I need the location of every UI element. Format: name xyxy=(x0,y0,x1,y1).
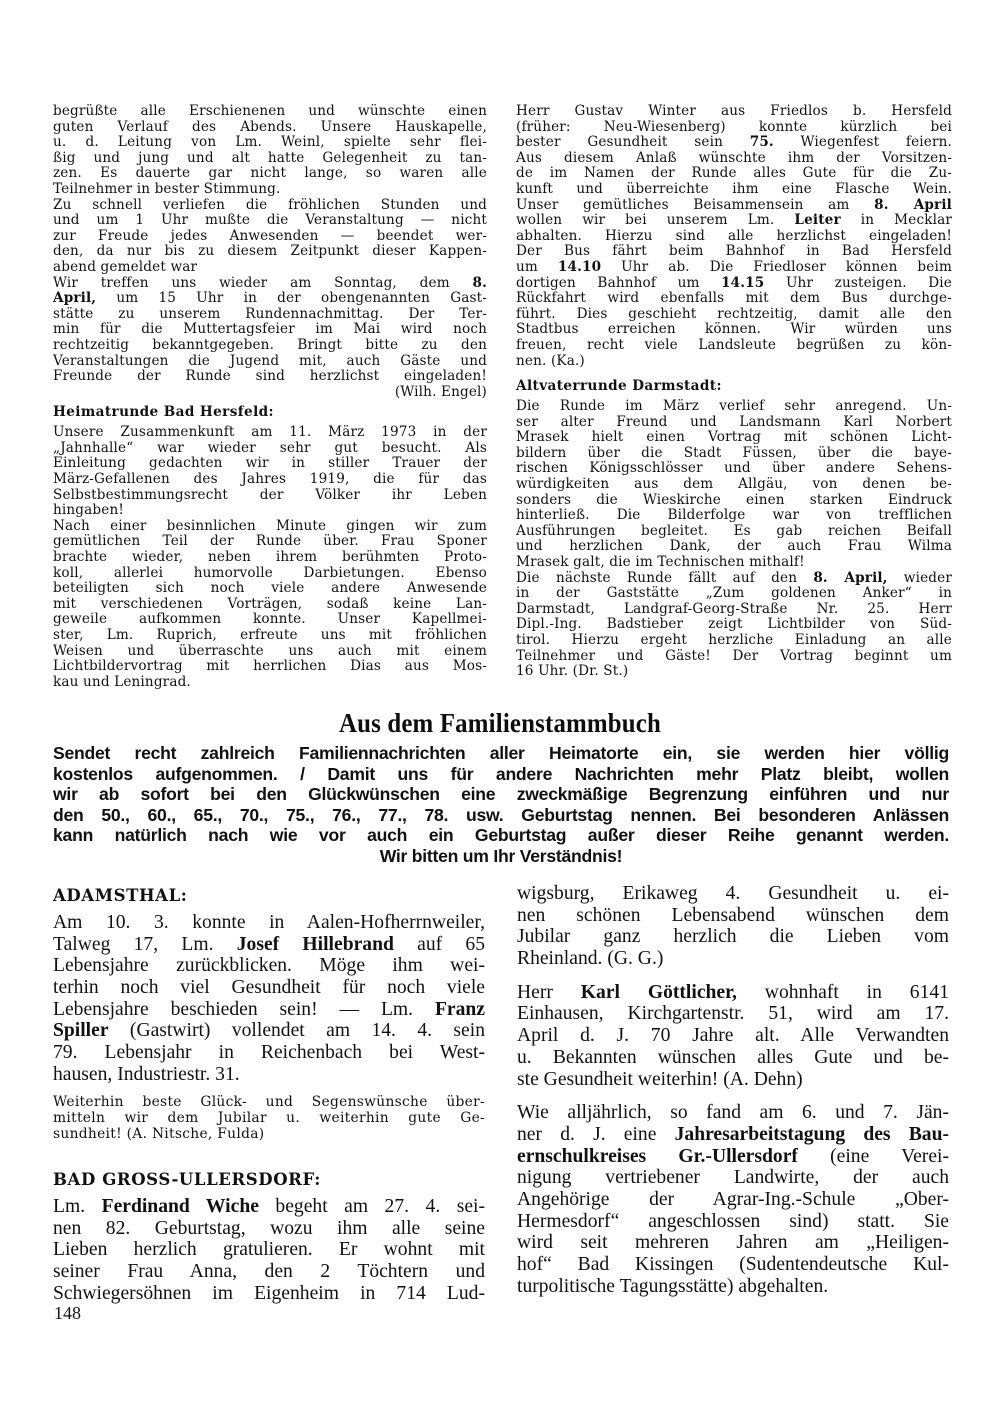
text-line: und um 1 Uhr mußte die Veranstaltung — nicht xyxy=(53,212,487,229)
text-line: Schwiegersöhnen im Eigenheim in 714 Lud- xyxy=(53,1282,485,1304)
text-line: Darmstadt, Landgraf-Georg-Straße Nr. 25. Herr xyxy=(516,600,952,617)
text-line: Rheinland. (G. G.) xyxy=(517,948,664,970)
text-line: u. d. Leitung von Lm. Weinl, spielte sehr flei- xyxy=(53,134,487,151)
bold-name: April, xyxy=(53,290,97,307)
bold-name: Josef Hillebrand xyxy=(236,933,394,955)
text-line: beteiligten sich noch viele andere Anwesende xyxy=(53,580,487,597)
text-line: Weiterhin beste Glück- und Segenswünsche über- xyxy=(53,1093,485,1110)
text-line: Herr Gustav Winter aus Friedlos b. Hersfeld xyxy=(516,103,952,119)
text-line: April, um 15 Uhr in der obengenannten Gast- xyxy=(53,290,487,307)
text-line: ser alter Freund und Landsmann Karl Norbert xyxy=(516,413,952,430)
paragraph-next-meeting xyxy=(53,276,487,401)
text-line: Die Runde im März verlief sehr anregend. Un- xyxy=(516,398,952,415)
lower-right-column xyxy=(517,883,949,1297)
text-line: stätte zu unserem Rundennachmittag. Der Ter- xyxy=(53,305,487,322)
text-line: hausen, Industriestr. 31. xyxy=(53,1063,240,1085)
paragraph-bad-hersfeld-1 xyxy=(53,425,487,519)
text-line: mit verschiedenen Vorträgen, sodaß keine Lan- xyxy=(53,595,487,612)
text-line: Angehörige der Agrar-Ing.-Schule „Ober- xyxy=(517,1188,949,1210)
text-line: Stadtbus erreichen können. Wir würden uns xyxy=(516,321,952,338)
spacer xyxy=(53,1142,485,1164)
text-line: Herr Karl Göttlicher, wohnhaft in 6141 xyxy=(517,981,949,1003)
text-line: ste Gesundheit weiterhin! (A. Dehn) xyxy=(517,1068,803,1090)
paragraph-karl-goettlicher xyxy=(517,982,949,1090)
text-line: terhin noch viel Gesundheit für noch viele xyxy=(53,977,485,999)
bold-name: 14.10 xyxy=(557,258,602,275)
paragraph-bad-gross-ullersdorf xyxy=(53,1196,485,1304)
text-line: turpolitische Tagungsstätte) abgehalten. xyxy=(517,1275,829,1297)
text-line: um 14.10 Uhr ab. Die Friedloser können beim xyxy=(516,258,952,275)
spacer xyxy=(517,970,949,982)
intro-line-closing: Wir bitten um Ihr Verständnis! xyxy=(379,845,623,866)
bold-name: 8. xyxy=(472,274,487,291)
text-line: Unsere Zusammenkunft am 11. März 1973 in der xyxy=(53,424,487,441)
paragraph-ludwigsburg-continued xyxy=(517,883,949,970)
text-line: Lm. Ferdinand Wiche begeht am 27. 4. sei- xyxy=(53,1196,486,1218)
lower-left-column xyxy=(53,880,485,1305)
section-title-familienstammbuch: Aus dem Familienstammbuch xyxy=(338,708,661,738)
paragraph-bad-hersfeld-2 xyxy=(53,519,487,691)
text-line: nen. (Ka.) xyxy=(516,352,585,369)
text-line: mitteln wir dem Jubilar u. weiterhin gute Ge- xyxy=(53,1109,485,1126)
text-line: in der Gaststätte „Zum goldenen Anker“ in xyxy=(516,585,952,602)
text-line: kau und Leningrad. xyxy=(53,673,191,690)
text-line: sundheit! (A. Nitsche, Fulda) xyxy=(53,1125,265,1142)
text-line: wird seit mehreren Jahren am „Heiligen- xyxy=(517,1232,949,1254)
text-line: ster, Lm. Ruprich, erfreute uns mit fröhlichen xyxy=(53,627,487,643)
text-line: wollen wir bei unserem Lm. Leiter in Mecklar xyxy=(516,212,952,229)
text-line: u. Bekannten wünschen alles Gute und be- xyxy=(517,1046,949,1068)
intro-line: kostenlos aufgenommen. / Damit uns für andere Nachrichten mehr Platz bleibt, wollen xyxy=(53,763,949,784)
text-line: Dipl.-Ing. Badstieber zeigt Lichtbilder von Süd- xyxy=(516,616,952,633)
text-line: Einhausen, Kirchgartenstr. 51, wird am 17. xyxy=(517,1003,949,1025)
text-line: geweile aufkommen konnte. Unser Kapellmei- xyxy=(53,611,487,628)
text-line: de im Namen der Runde alles Gute für die Zu- xyxy=(516,165,952,182)
intro-line: den 50., 60., 65., 70., 75., 76., 77., 78. usw. Geburtstag nennen. Bei besonderen Anlässen xyxy=(53,804,949,825)
text-line: Am 10. 3. konnte in Aalen-Hofherrnweiler, xyxy=(53,912,485,933)
text-line: würdigkeiten aus dem Allgäu, von denen be- xyxy=(516,476,952,493)
text-line: Lichtbildervortrag mit herrlichen Dias aus Mos- xyxy=(53,658,487,675)
spacer xyxy=(53,1086,485,1094)
paragraph-darmstadt-2 xyxy=(516,571,952,680)
paragraph-adamsthal xyxy=(53,912,485,1086)
text-line: abend gemeldet war xyxy=(53,258,198,275)
text-line: hinterließ. Die Bilderfolge war von trefflichen xyxy=(516,507,952,524)
text-line: Die nächste Runde fällt auf den 8. April, wieder xyxy=(516,569,952,586)
intro-line: kann natürlich nach wie vor auch ein Geburtstag außer dieser Reihe genannt werden. xyxy=(53,825,949,846)
text-line: koll, allerlei humorvolle Darbietungen. Ebenso xyxy=(53,564,487,581)
text-line: hof“ Bad Kissingen (Sudentendeutsche Kul- xyxy=(517,1254,949,1275)
bold-name: 8. April xyxy=(874,196,952,213)
bold-name: 75. xyxy=(749,134,774,151)
text-line: rischen Königsschlösser und über andere Sehens- xyxy=(516,460,952,477)
text-line: rechtzeitig bekanntgegeben. Bringt bitte zu den xyxy=(53,336,487,353)
text-line: nen 82. Geburtstag, wozu ihm alle seine xyxy=(53,1217,485,1239)
text-line: April d. J. 70 Jahre alt. Alle Verwandten xyxy=(517,1025,949,1047)
text-line: „Jahnhalle“ war wieder sehr gut besucht. Als xyxy=(53,439,487,456)
text-line: den, da nur bis zu diesem Zeitpunkt dieser Kappen- xyxy=(53,243,487,260)
bold-name: Franz xyxy=(434,998,485,1020)
text-line: kunft und überreichte ihm eine Flasche Wein. xyxy=(516,180,952,197)
text-line: freuen, recht viele Landsleute begrüßen zu kön- xyxy=(516,336,952,353)
bold-name: Karl Göttlicher, xyxy=(580,981,737,1003)
bold-name: Jahresarbeitstagung des Bau- xyxy=(674,1123,950,1145)
text-line: ner d. J. eine Jahresarbeitstagung des Bau- xyxy=(517,1123,950,1145)
text-line: führt. Dies geschieht rechtzeitig, damit alle den xyxy=(516,305,952,322)
text-line: Jubilar ganz herzlich die Lieben vom xyxy=(517,926,949,948)
heading-adamsthal: ADAMSTHAL: xyxy=(53,886,188,905)
text-line: Unser gemütliches Beisammensein am 8. April xyxy=(516,196,952,213)
text-line: Rückfahrt wird ebenfalls mit dem Bus durchge- xyxy=(516,290,952,307)
text-line: nigung vertriebener Landwirte, der auch xyxy=(517,1167,949,1189)
page-number: 148 xyxy=(54,1303,81,1323)
text-line: Aus diesem Anlaß wünschte ihm der Vorsitzen- xyxy=(516,149,952,166)
text-line: Selbstbestimmungsrecht der Völker ihr Leben xyxy=(53,486,487,503)
text-line: Talweg 17, Lm. Josef Hillebrand auf 65 xyxy=(53,933,485,955)
text-line: min für die Muttertagsfeier im Mai wird noch xyxy=(53,321,487,338)
text-line: ernschulkreises Gr.-Ullersdorf (eine Verei- xyxy=(517,1145,950,1167)
text-line: nen schönen Lebensabend wünschen dem xyxy=(517,904,949,926)
bold-name: Spiller xyxy=(53,1020,109,1042)
text-line: Lebensjahre beschieden sein! — Lm. Franz xyxy=(53,998,485,1020)
text-line: brachte wieder, neben ihrem berühmten Proto- xyxy=(53,549,487,566)
upper-right-column xyxy=(516,104,952,680)
text-line: guten Verlauf des Abends. Unsere Hauskapelle, xyxy=(53,118,487,135)
spacer xyxy=(517,1090,949,1102)
text-line: abhalten. Hierzu sind alle herzlichst eingeladen! xyxy=(516,227,952,244)
text-line: Hermesdorf“ angeschlossen sind) statt. Sie xyxy=(517,1210,949,1232)
text-line: bester Gesundheit sein 75. Wiegenfest feiern. xyxy=(516,134,952,151)
text-line: gemütlichen Teil der Runde über. Frau Sponer xyxy=(53,533,487,550)
text-line: Weisen und überraschte uns auch mit einem xyxy=(53,642,487,659)
intro-line: Sendet recht zahlreich Familiennachrichten aller Heimatorte ein, sie werden hier völlig xyxy=(53,743,949,763)
text-line: Lieben herzlich gratulieren. Er wohnt mit xyxy=(53,1239,485,1261)
paragraph-gustav-winter xyxy=(516,104,952,369)
paragraph-jahresarbeitstagung xyxy=(517,1102,949,1297)
text-line: Wie alljährlich, so fand am 6. und 7. Jän- xyxy=(517,1102,949,1124)
text-line: ßig und jung und alt hatte Gelegenheit zu tan- xyxy=(53,149,487,166)
bold-name: Leiter xyxy=(794,212,841,229)
text-line: und herzlichen Dank, der auch Frau Wilma xyxy=(516,538,952,555)
text-line: begrüßte alle Erschienenen und wünschte einen xyxy=(53,103,487,119)
text-line: Nach einer besinnlichen Minute gingen wir zum xyxy=(53,517,487,534)
text-line: sonders die Wieskirche einen starken Eindruck xyxy=(516,491,952,508)
paragraph-evening-report xyxy=(53,104,487,198)
text-line: dortigen Bahnhof um 14.15 Uhr zusteigen. Die xyxy=(516,274,952,291)
text-line: März-Gefallenen des Jahres 1919, die für das xyxy=(53,471,487,488)
note-adamsthal xyxy=(53,1094,485,1143)
text-line: Freunde der Runde sind herzlichst eingeladen! xyxy=(53,368,487,385)
section-heading-bad-hersfeld: Heimatrunde Bad Hersfeld: xyxy=(53,404,274,421)
upper-left-column xyxy=(53,104,487,690)
text-line: hingaben! xyxy=(53,502,124,519)
bold-name: ernschulkreises Gr.-Ullersdorf xyxy=(517,1145,798,1167)
paragraph-event-end xyxy=(53,198,487,276)
bold-name: 14.15 xyxy=(721,274,765,291)
text-line: (früher: Neu-Wiesenberg) konnte kürzlich bei xyxy=(516,118,952,135)
text-line: Wir treffen uns wieder am Sonntag, dem 8. xyxy=(53,274,487,291)
text-line: Einleitung gedachten wir in stiller Trauer der xyxy=(53,455,487,472)
text-line: 16 Uhr. (Dr. St.) xyxy=(516,663,629,680)
text-line: Mrasek hielt einen Vortrag mit schönen Licht- xyxy=(516,429,952,446)
text-line: Teilnehmer in bester Stimmung. xyxy=(53,180,281,197)
text-line: seiner Frau Anna, den 2 Töchtern und xyxy=(53,1261,485,1283)
text-line: Der Bus fährt beim Bahnhof in Bad Hersfeld xyxy=(516,243,952,260)
text-line: 79. Lebensjahr in Reichenbach bei West- xyxy=(53,1042,485,1064)
text-line: zur Freude jedes Anwesenden — beendet wer- xyxy=(53,227,487,244)
text-line: Spiller (Gastwirt) vollendet am 14. 4. sein xyxy=(53,1020,485,1042)
bold-name: Ferdinand Wiche xyxy=(101,1196,259,1218)
family-section-intro xyxy=(53,743,949,867)
text-line: Teilnehmer und Gäste! Der Vortrag beginnt um xyxy=(516,647,952,664)
text-line: Mrasek galt, die im Technischen mithalf! xyxy=(516,554,805,571)
intro-line: wir ab sofort bei den Glückwünschen eine zweckmäßige Begrenzung einführen und nur xyxy=(53,784,949,805)
text-line: tirol. Hierzu ergeht herzliche Einladung an alle xyxy=(516,632,952,648)
text-line: bildern über die Stadt Füssen, über die baye- xyxy=(516,444,952,461)
heading-bad-gross-ullersdorf: BAD GROSS-ULLERSDORF: xyxy=(53,1170,321,1190)
text-line: Lebensjahre zurückblicken. Möge ihm wei- xyxy=(53,955,485,977)
text-line: Zu schnell verliefen die fröhlichen Stunden und xyxy=(53,196,487,213)
bold-name: 8. April, xyxy=(813,569,888,586)
section-heading-darmstadt: Altvaterrunde Darmstadt: xyxy=(516,378,722,395)
paragraph-darmstadt-1 xyxy=(516,399,952,571)
text-line: Ausführungen begleitet. Es gab reichen Beifall xyxy=(516,522,952,539)
signature: (Wilh. Engel) xyxy=(394,383,487,400)
text-line: zen. Es dauerte gar nicht lange, so waren alle xyxy=(53,165,487,182)
text-line: Veranstaltungen die Jugend mit, auch Gäste und xyxy=(53,352,487,369)
text-line: wigsburg, Erikaweg 4. Gesundheit u. ei- xyxy=(517,883,949,904)
